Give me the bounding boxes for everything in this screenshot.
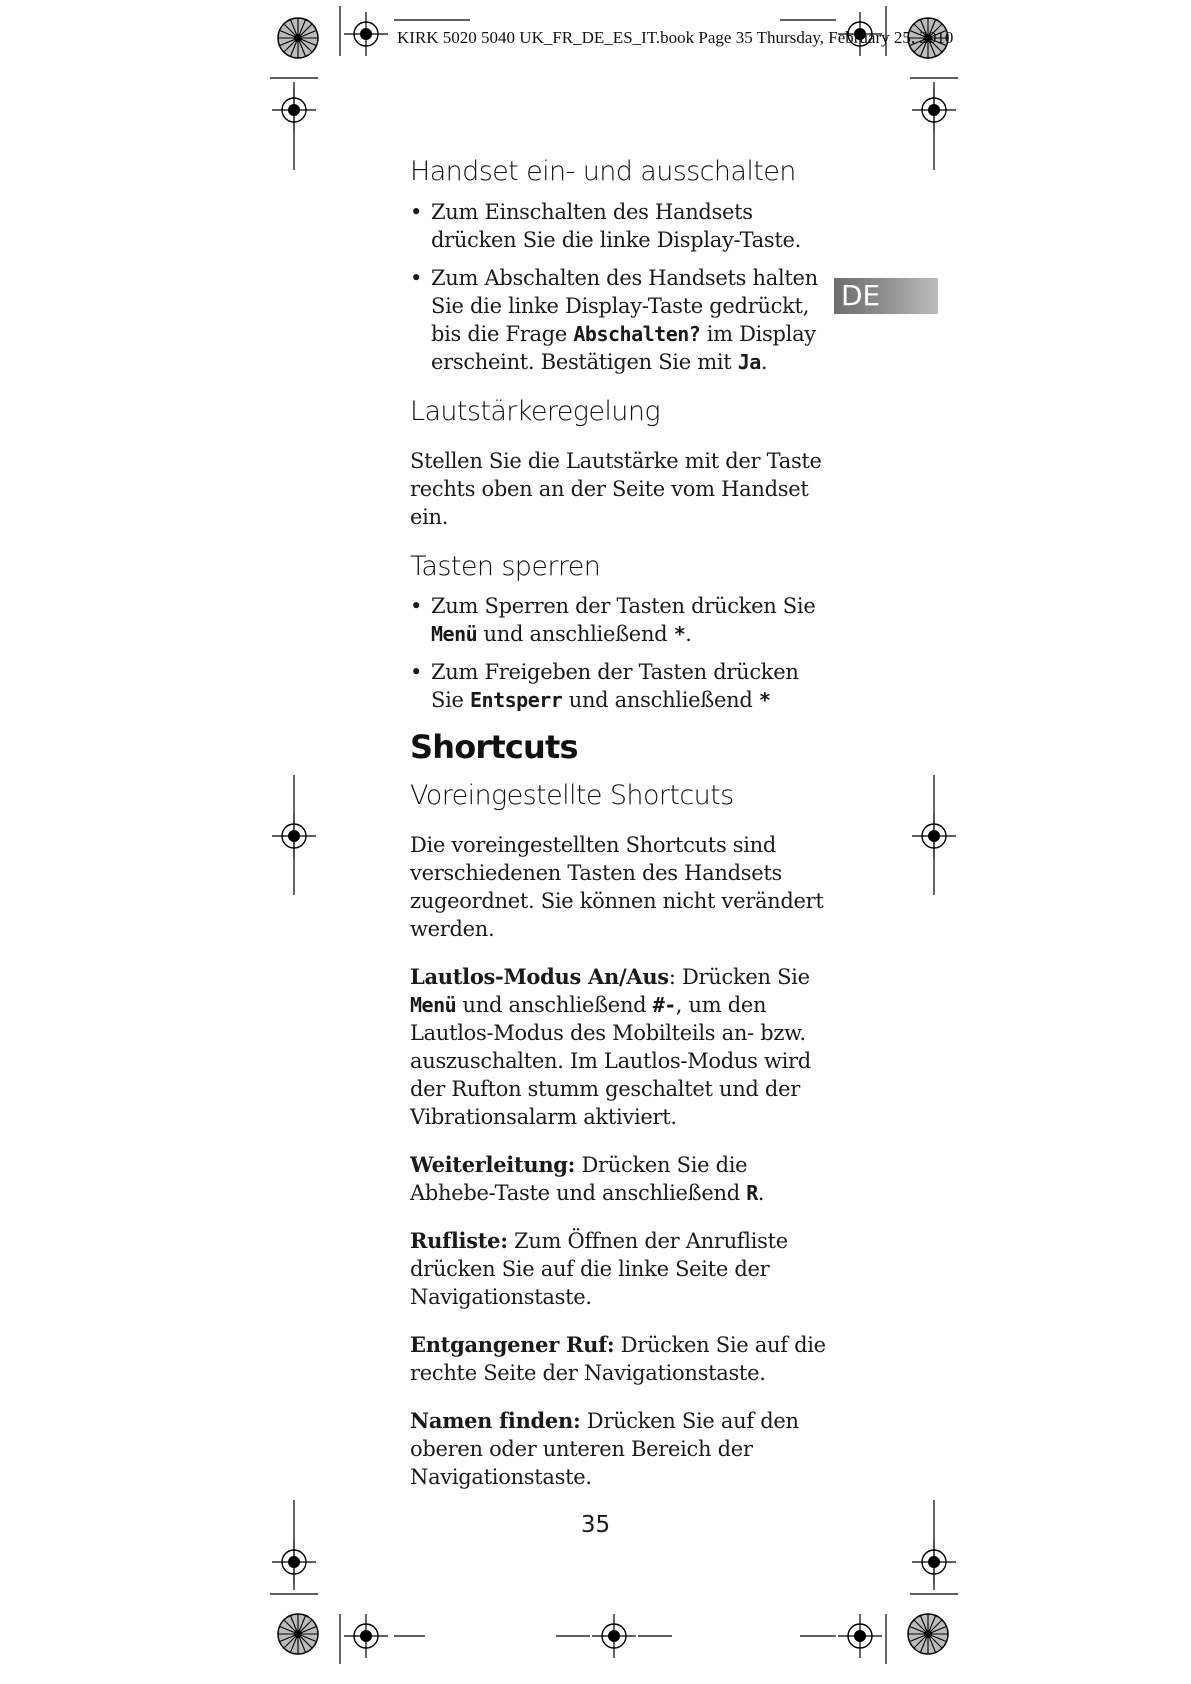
list-item: • Zum Einschalten des Handsets drücken Sie die linke Display-Taste.: [410, 198, 830, 254]
shortcut-forwarding: Weiterleitung: Drücken Sie die Abhebe-Taste und anschließend R.: [410, 1152, 765, 1205]
section-heading-keylock: Tasten sperren: [410, 551, 601, 582]
shortcut-silent-mode: Lautlos-Modus An/Aus: Drücken Sie Menü und anschließend #-, um den Lautlos-Modus des Mobilteils an- bzw. auszuschalten. Im Lautlos-Modus wird der Rufton stumm geschaltet und der Vibrationsalarm aktiviert.: [410, 964, 811, 1129]
color-target-icon: [908, 1614, 948, 1654]
section-heading-preset-shortcuts: Voreingestellte Shortcuts: [410, 780, 734, 811]
book-header: KIRK 5020 5040 UK_FR_DE_ES_IT.book Page 35 Thursday, February 25, 2010: [397, 28, 954, 47]
display-text-abschalten: Abschalten?: [573, 322, 701, 346]
section-heading-power: Handset ein- und ausschalten: [410, 156, 796, 187]
language-tab: [834, 278, 938, 314]
registration-mark-icon: [592, 1614, 636, 1658]
display-text-ja: Ja: [737, 350, 761, 374]
shortcut-missed-call: Entgangener Ruf: Drücken Sie auf die rechte Seite der Navigationstaste.: [410, 1332, 826, 1385]
section-title-shortcuts: Shortcuts: [410, 728, 578, 766]
language-tab-label: DE: [841, 279, 881, 312]
color-target-icon: [278, 1614, 318, 1654]
hash-key-icon: #-: [652, 993, 676, 1017]
display-text-entsperr: Entsperr: [470, 688, 563, 712]
list-item: • Zum Sperren der Tasten drücken Sie Menü und anschließend *.: [410, 592, 830, 648]
list-item: • Zum Freigeben der Tasten drücken Sie Entsperr und anschließend *: [410, 658, 830, 714]
registration-mark-icon: [912, 814, 956, 858]
display-text-menu: Menü: [431, 622, 478, 646]
registration-mark-icon: [838, 1614, 882, 1658]
power-list: [410, 198, 830, 376]
r-key-icon: R: [746, 1181, 758, 1205]
registration-mark-icon: [272, 814, 316, 858]
shortcuts-intro: Die voreingestellten Shortcuts sind verschiedenen Tasten des Handsets zugeordnet. Sie können nicht verändert werden.: [410, 833, 824, 941]
star-key-icon: *: [673, 622, 686, 646]
color-target-icon: [278, 18, 318, 58]
display-text-menu: Menü: [410, 993, 457, 1017]
keylock-list: [410, 592, 830, 714]
registration-mark-icon: [344, 1614, 388, 1658]
registration-mark-icon: [344, 12, 388, 56]
registration-mark-icon: [272, 88, 316, 132]
list-item: • Zum Abschalten des Handsets halten Sie die linke Display-Taste gedrückt, bis die Frage Abschalten? im Display erscheint. Bestätigen Sie mit Ja.: [410, 264, 830, 376]
registration-mark-icon: [912, 1540, 956, 1584]
shortcut-call-list: Rufliste: Zum Öffnen der Anrufliste drücken Sie auf die linke Seite der Navigationstaste.: [410, 1228, 788, 1309]
star-key-icon: *: [758, 688, 771, 712]
page-number: 35: [580, 1512, 611, 1538]
shortcut-find-name: Namen finden: Drücken Sie auf den oberen oder unteren Bereich der Navigationstaste.: [410, 1408, 799, 1489]
section-heading-volume: Lautstärkeregelung: [410, 396, 660, 427]
page-content: [410, 156, 830, 1491]
registration-mark-icon: [272, 1540, 316, 1584]
volume-text: Stellen Sie die Lautstärke mit der Taste rechts oben an der Seite vom Handset ein.: [410, 449, 822, 529]
registration-mark-icon: [912, 88, 956, 132]
